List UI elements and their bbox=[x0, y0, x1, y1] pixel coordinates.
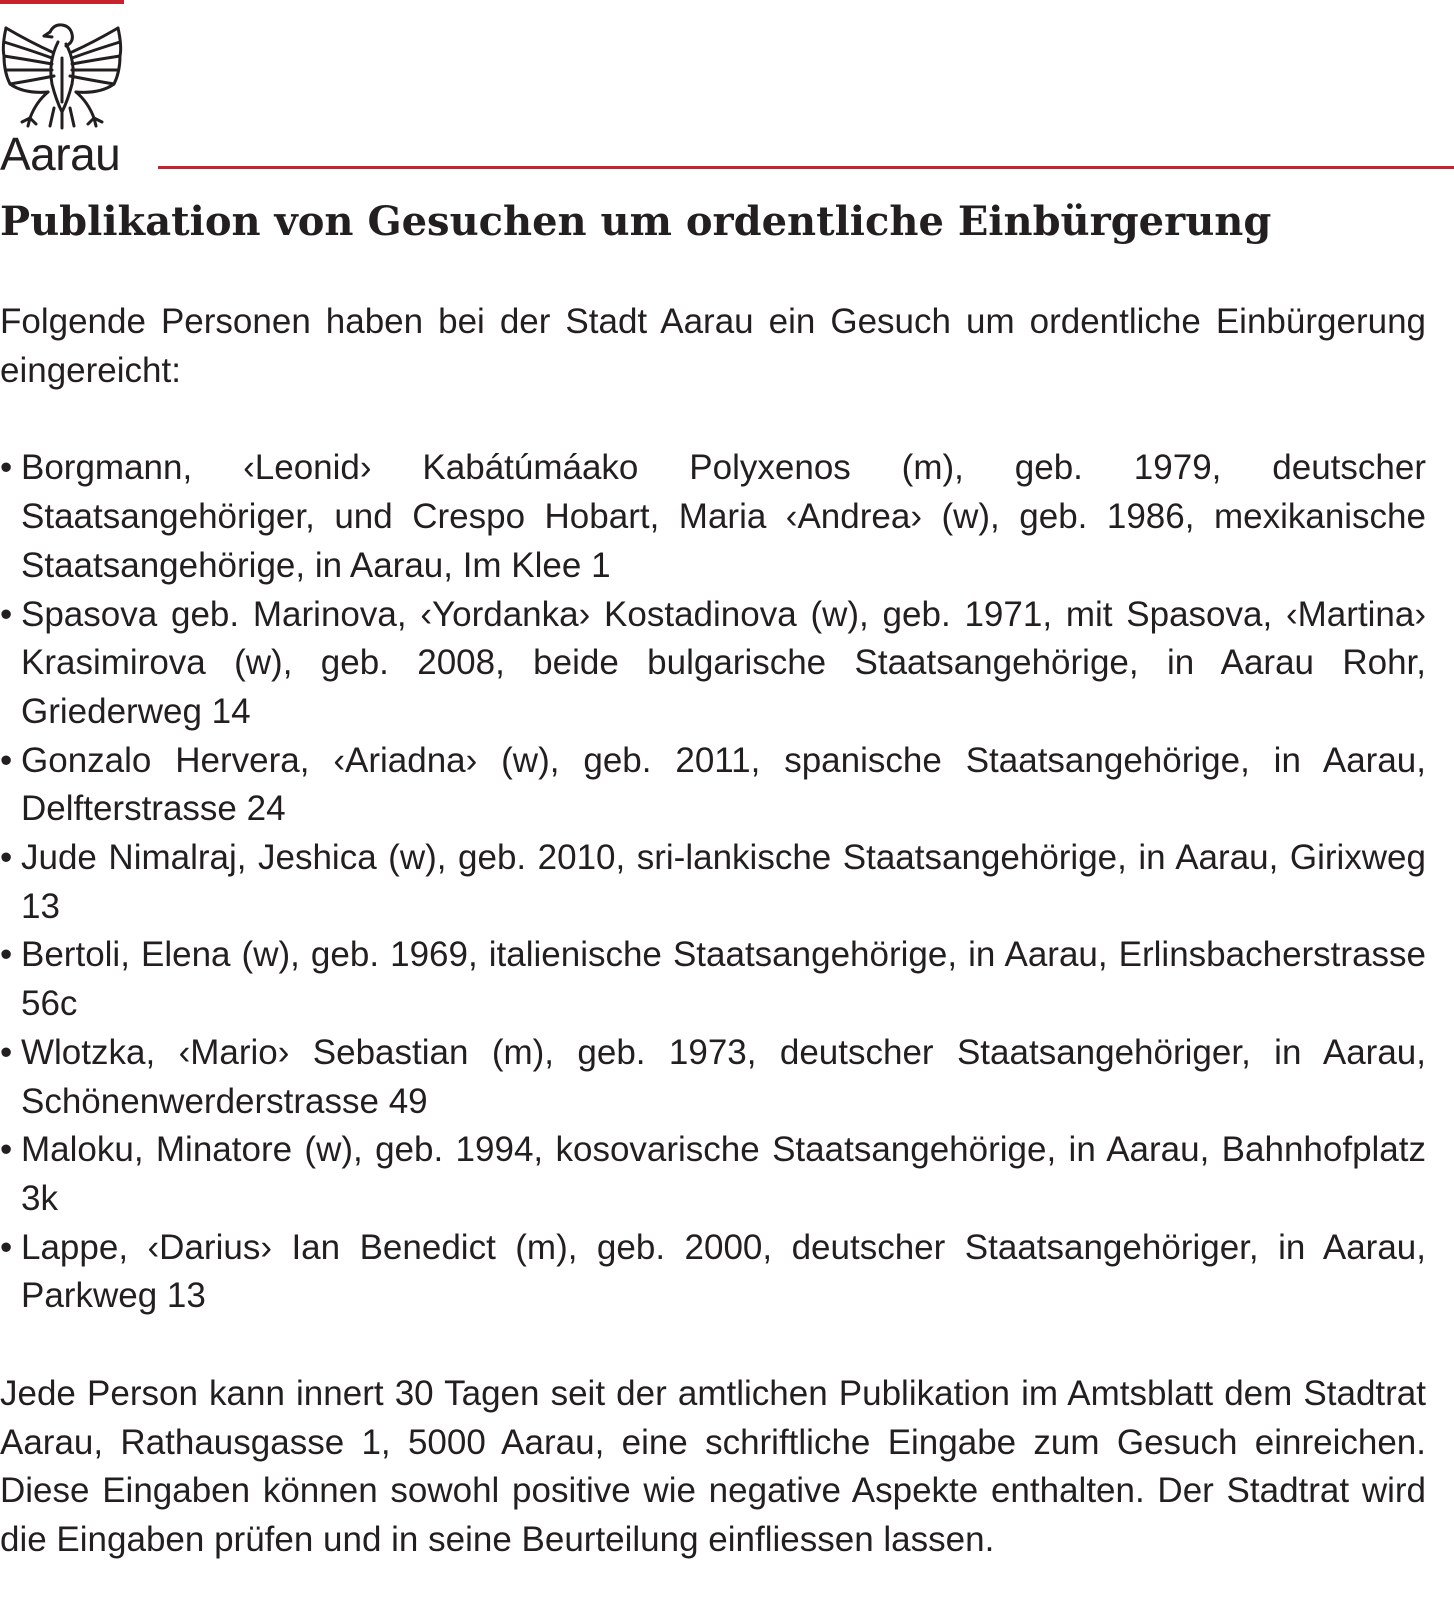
aarau-logo bbox=[0, 22, 130, 182]
list-item: • Spasova geb. Marinova, ‹Yordanka› Kostadinova (w), geb. 1971, mit Spasova, ‹Martina› Krasimirova (w), geb. 2008, beide bulgarische Staatsangehörige, in Aarau Rohr, Griederweg 14 bbox=[0, 591, 1426, 737]
list-item: • Borgmann, ‹Leonid› Kabátúmáako Polyxenos (m), geb. 1979, deutscher Staatsangehöriger, und Crespo Hobart, Maria ‹Andrea› (w), geb. 1986, mexikanische Staatsangehörige, in Aarau, Im Klee 1 bbox=[0, 444, 1426, 590]
logo-wordmark: Aarau bbox=[0, 128, 121, 180]
closing-paragraph: Jede Person kann innert 30 Tagen seit der amtlichen Publikation im Amtsblatt dem Stadtrat Aarau, Rathausgasse 1, 5000 Aarau, eine schriftliche Eingabe zum Gesuch einreichen. Diese Eingaben können sowohl positive wie negative Aspekte enthalten. Der Stadtrat wird die Eingaben prüfen und in seine Beurteilung einfliessen lassen. bbox=[0, 1374, 1426, 1560]
header-rule bbox=[158, 166, 1454, 169]
top-accent-bar bbox=[0, 0, 124, 4]
list-item: • Maloku, Minatore (w), geb. 1994, kosovarische Staatsangehörige, in Aarau, Bahnhofplatz 3k bbox=[0, 1126, 1426, 1223]
list-item: • Bertoli, Elena (w), geb. 1969, italienische Staatsangehörige, in Aarau, Erlinsbacherstrasse 56c bbox=[0, 931, 1426, 1028]
list-item: • Lappe, ‹Darius› Ian Benedict (m), geb. 2000, deutscher Staatsangehöriger, in Aarau, Parkweg 13 bbox=[0, 1224, 1426, 1321]
list-item: • Wlotzka, ‹Mario› Sebastian (m), geb. 1973, deutscher Staatsangehöriger, in Aarau, Schönenwerderstrasse 49 bbox=[0, 1029, 1426, 1126]
list-item: • Jude Nimalraj, Jeshica (w), geb. 2010, sri-lankische Staatsangehörige, in Aarau, Girixweg 13 bbox=[0, 834, 1426, 931]
applicant-list bbox=[0, 444, 1426, 1321]
intro-paragraph: Folgende Personen haben bei der Stadt Aarau ein Gesuch um ordentliche Einbürgerung eingereicht: bbox=[0, 302, 1426, 390]
eagle-icon bbox=[0, 22, 124, 130]
list-item: • Gonzalo Hervera, ‹Ariadna› (w), geb. 2011, spanische Staatsangehörige, in Aarau, Delfterstrasse 24 bbox=[0, 737, 1426, 834]
page-title: Publikation von Gesuchen um ordentliche Einbürgerung bbox=[0, 198, 1272, 245]
publication-body bbox=[0, 298, 1426, 1565]
